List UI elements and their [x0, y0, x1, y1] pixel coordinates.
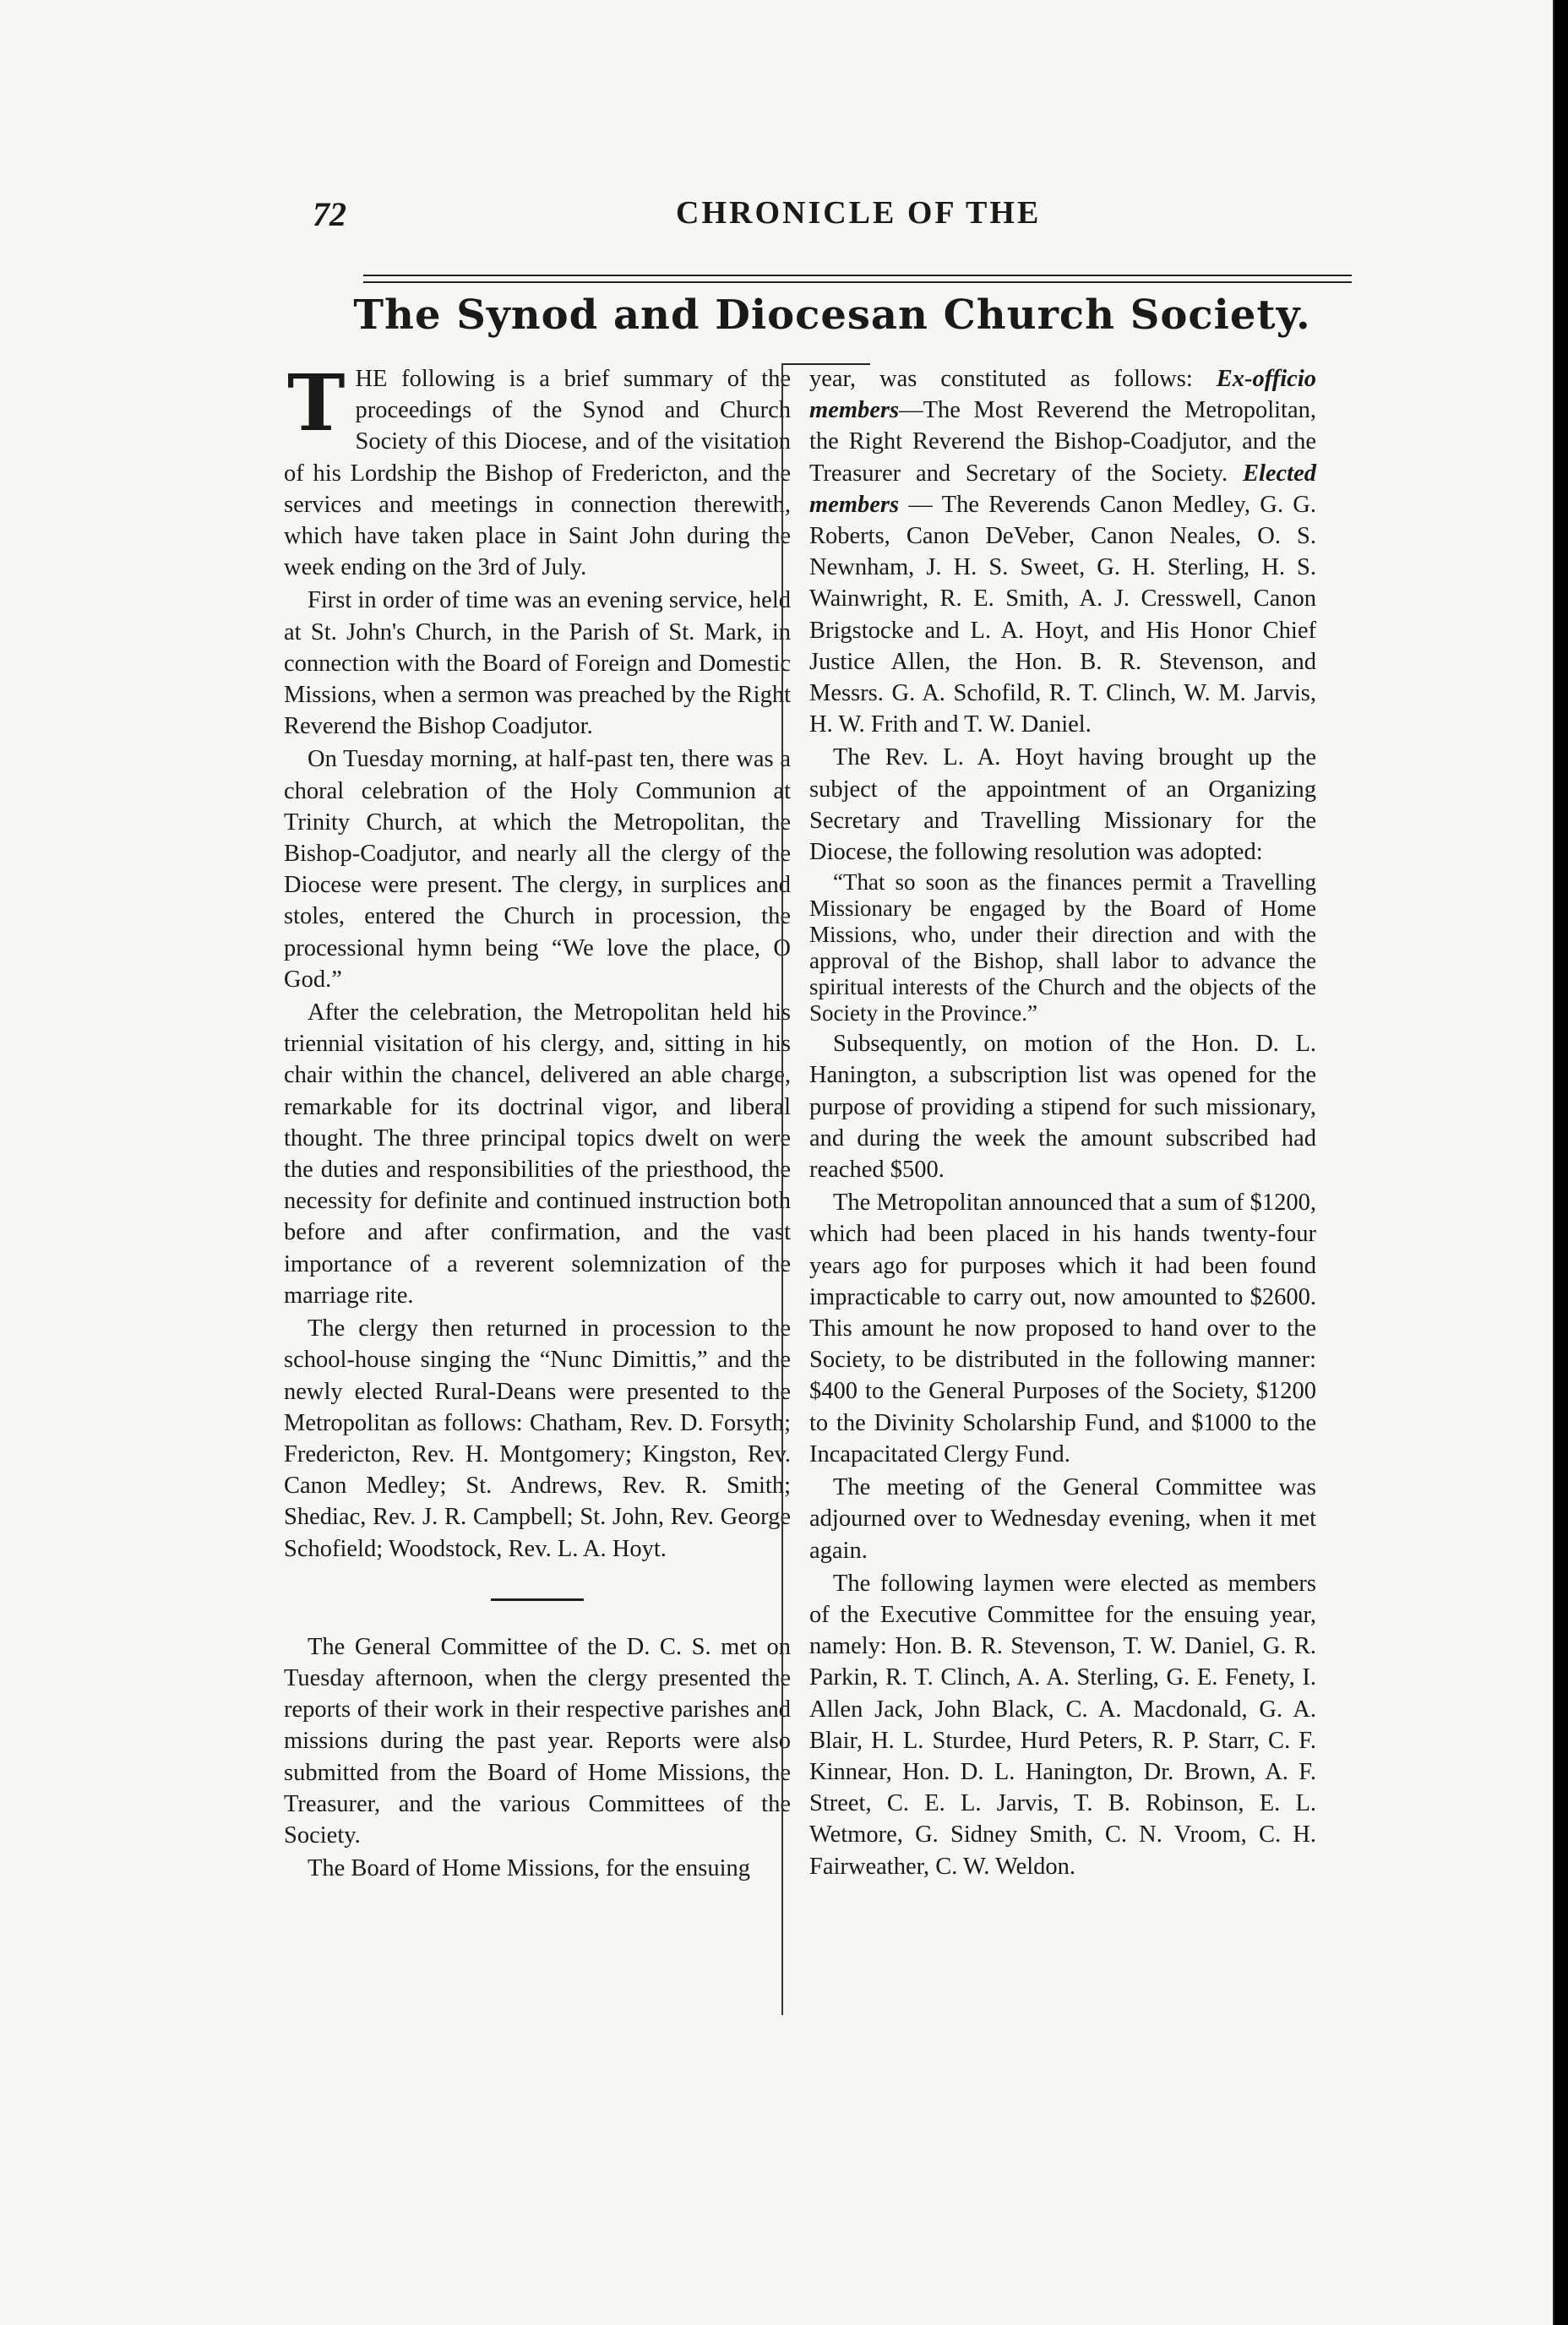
paragraph: Subsequently, on motion of the Hon. D. L. Hanington, a subscription list was opened for the purpose of providing a stipend for such missionary, and during the week the amount subscribed had reached $500.	[809, 1031, 1316, 1184]
running-head: CHRONICLE OF THE	[676, 195, 1042, 231]
text-run: year, was constituted as follows:	[809, 366, 1217, 392]
paragraph: The Metropolitan announced that a sum of $1200, which had been placed in his hands twenty-four years ago for purposes which it had been found impracticable to carry out, now amounted to $2600. This amount he now proposed to hand over to the Society, to be distributed in the following manner: $400 to the General Purposes of the Society, $1200 to the Divinity Scholarship Fund, and $1000 to the Incapacitated Clergy Fund.	[809, 1190, 1316, 1467]
paragraph: On Tuesday morning, at half-past ten, there was a choral celebration of the Holy Communion at Trinity Church, at which the Metropolitan, the Bishop-Coadjutor, and nearly all the clergy of the Diocese were present. The clergy, in surplices and stoles, entered the Church in procession, the processional hymn being “We love the place, O God.”	[284, 746, 791, 993]
resolution-quote: “That so soon as the finances permit a Travelling Missionary be engaged by the Board of Home Missions, who, under their direction and with the approval of the Bishop, shall labor to advance the spiritual interests of the Church and the objects of the Society in the Province.”	[809, 869, 1316, 1026]
right-column	[809, 363, 1316, 1884]
section-divider	[491, 1598, 584, 1601]
left-column	[284, 357, 791, 1886]
column-divider	[781, 363, 783, 2015]
page-header	[313, 194, 1352, 245]
page-number: 72	[313, 195, 346, 233]
article-title: The Synod and Diocesan Church Society.	[353, 291, 1311, 339]
paragraph: First in order of time was an evening service, held at St. John's Church, in the Parish of St. Mark, in connection with the Board of Foreign and Domestic Missions, when a sermon was preached by the Right Reverend the Bishop Coadjutor.	[284, 587, 791, 740]
header-rule-top	[363, 275, 1352, 276]
ex-officio-label: Ex-officio members	[809, 366, 1316, 424]
paragraph: The Board of Home Missions, for the ensuing	[308, 1855, 751, 1882]
text-run: —The Most Reverend the Metropolitan, the Right Reverend the Bishop-Coadjutor, and the Treasurer and Secretary of the Society.	[809, 397, 1316, 487]
drop-cap: T	[287, 357, 346, 449]
paragraph-intro	[284, 357, 791, 583]
paragraph-board-members	[809, 363, 1316, 740]
text-run: — The Reverends Canon Medley, G. G. Roberts, Canon DeVeber, Canon Neales, O. S. Newnham, J. H. S. Sweet, G. H. Sterling, H. S. Wainwright, R. E. Smith, A. J. Cresswell, Canon Brigstocke and L. A. Hoyt, and His Honor Chief Justice Allen, the Hon. B. R. Stevenson, and Messrs. G. A. Schofild, R. T. Clinch, W. M. Jarvis, H. W. Frith and T. W. Daniel.	[809, 491, 1316, 738]
paragraph: The clergy then returned in procession to the school-house singing the “Nunc Dimittis,” and the newly elected Rural-Deans were presented to the Metropolitan as follows: Chatham, Rev. D. Forsyth; Fredericton, Rev. H. Montgomery; Kingston, Rev. Canon Medley; St. Andrews, Rev. R. Smith; Shediac, Rev. J. R. Campbell; St. John, Rev. George Schofield; Woodstock, Rev. L. A. Hoyt.	[284, 1315, 791, 1562]
intro-text: HE following is a brief summary of the proceedings of the Synod and Church Society of this Diocese, and of the visitation of his Lordship the Bishop of Fredericton, and the services and meetings in connection therewith, which have taken place in Saint John during the week ending on the 3rd of July.	[284, 366, 791, 581]
paragraph: The General Committee of the D. C. S. met on Tuesday afternoon, when the clergy presented the reports of their work in their respective parishes and missions during the past year. Reports were also submitted from the Board of Home Missions, the Treasurer, and the various Committees of the Society.	[284, 1633, 791, 1849]
paragraph: The meeting of the General Committee was adjourned over to Wednesday evening, when it met again.	[809, 1474, 1316, 1564]
paragraph: The Rev. L. A. Hoyt having brought up the subject of the appointment of an Organizing Secretary and Travelling Missionary for the Diocese, the following resolution was adopted:	[809, 744, 1316, 866]
elected-members-label: Elected members	[809, 460, 1316, 518]
paragraph: After the celebration, the Metropolitan held his triennial visitation of his clergy, and, sitting in his chair within the chancel, delivered an able charge, remarkable for its doctrinal vigor, and liberal thought. The three principal topics dwelt on were the duties and responsibilities of the priesthood, the necessity for definite and continued instruction both before and after confirmation, and the vast importance of a reverent solemnization of the marriage rite.	[284, 999, 791, 1309]
header-rule-bottom	[363, 281, 1352, 283]
paragraph: The following laymen were elected as members of the Executive Committee for the ensuing year, namely: Hon. B. R. Stevenson, T. W. Daniel, G. R. Parkin, R. T. Clinch, A. A. Sterling, G. E. Fenety, I. Allen Jack, John Black, C. A. Macdonald, G. A. Blair, H. L. Sturdee, Hurd Peters, R. P. Starr, C. F. Kinnear, Hon. D. L. Hanington, Dr. Brown, A. F. Street, C. E. L. Jarvis, T. B. Robinson, E. L. Wetmore, G. Sidney Smith, C. N. Vroom, C. H. Fairweather, C. W. Weldon.	[809, 1570, 1316, 1880]
